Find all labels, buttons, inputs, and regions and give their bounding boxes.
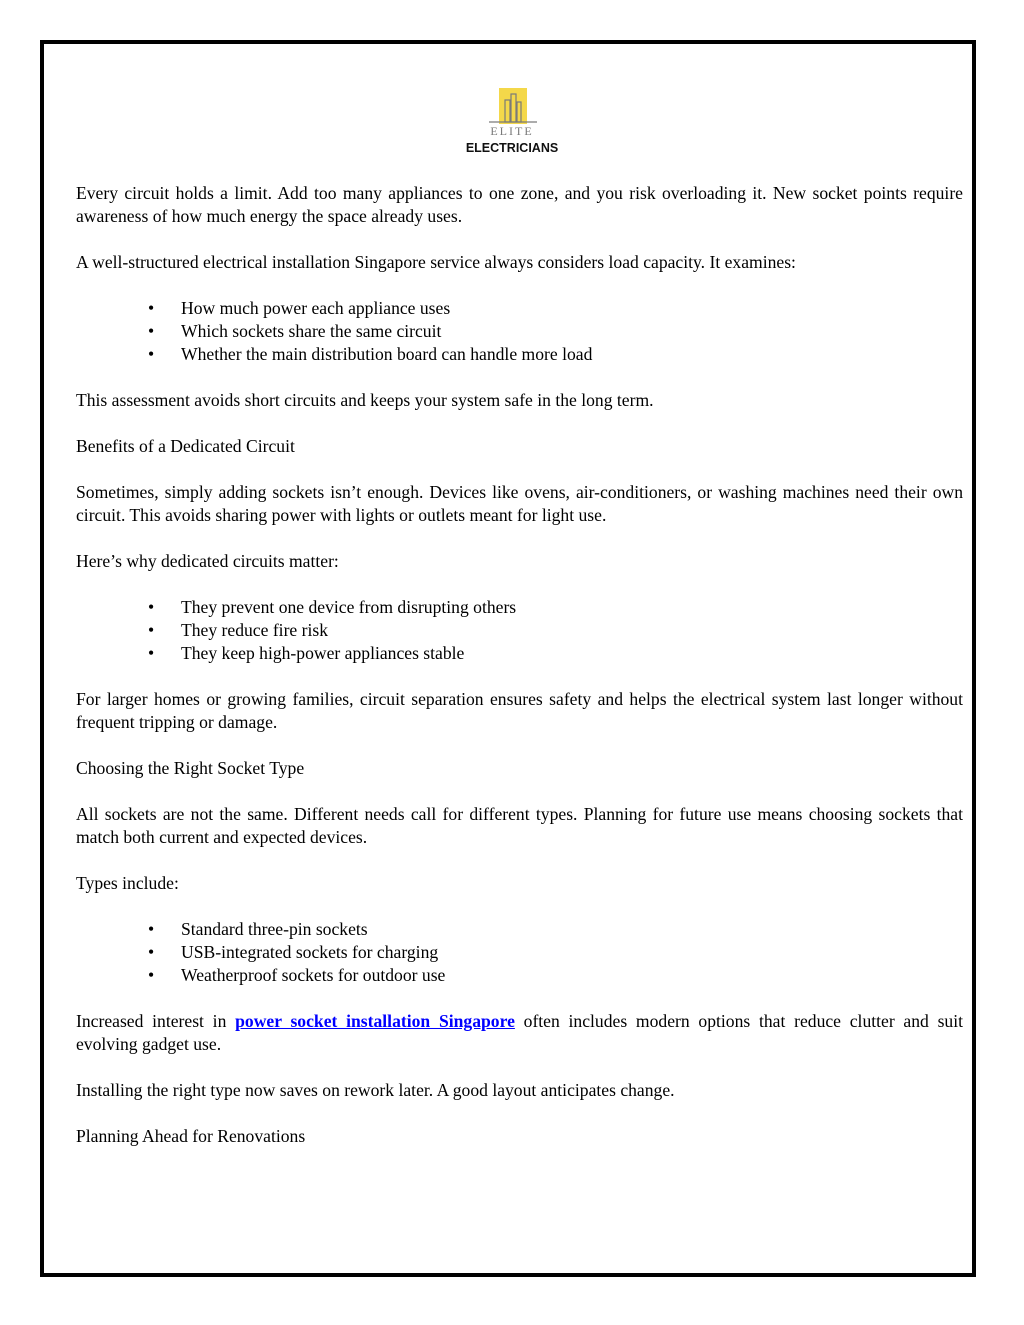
section-heading: Benefits of a Dedicated Circuit <box>76 436 295 456</box>
paragraph: Installing the right type now saves on rework later. A good layout anticipates change. <box>76 1080 675 1100</box>
paragraph: Every circuit holds a limit. Add too many appliances to one zone, and you risk overloading it. New socket points require awareness of how much energy the space already uses. <box>76 183 963 226</box>
list-item: • How much power each appliance uses <box>148 298 451 318</box>
paragraph: This assessment avoids short circuits and keeps your system safe in the long term. <box>76 390 654 410</box>
bullet-icon: • <box>148 965 155 985</box>
logo-graphic <box>459 86 563 158</box>
list-item: • They keep high-power appliances stable <box>148 643 465 663</box>
list-item: • Whether the main distribution board can handle more load <box>148 344 593 364</box>
bullet-icon: • <box>148 298 155 318</box>
bullet-icon: • <box>148 620 155 640</box>
bullet-icon: • <box>148 321 155 341</box>
logo-text-top: ELITE <box>490 124 534 138</box>
load-check-list <box>76 297 963 366</box>
document-body <box>76 182 963 1148</box>
list-item: • They reduce fire risk <box>148 620 329 640</box>
paragraph: Sometimes, simply adding sockets isn’t enough. Devices like ovens, air-conditioners, or washing machines need their own circuit. This avoids sharing power with lights or outlets meant for light use. <box>76 482 963 525</box>
paragraph: All sockets are not the same. Different needs call for different types. Planning for future use means choosing sockets that match both current and expected devices. <box>76 804 963 847</box>
list-item: • Which sockets share the same circuit <box>148 321 442 341</box>
power-socket-installation-link[interactable]: power socket installation Singapore <box>235 1011 515 1031</box>
list-item: • Weatherproof sockets for outdoor use <box>148 965 446 985</box>
paragraph: Here’s why dedicated circuits matter: <box>76 551 339 571</box>
bullet-icon: • <box>148 344 155 364</box>
paragraph: For larger homes or growing families, circuit separation ensures safety and helps the electrical system last longer without frequent tripping or damage. <box>76 689 963 732</box>
elite-electricians-logo <box>459 86 563 158</box>
list-item: • Standard three-pin sockets <box>148 919 368 939</box>
bullet-icon: • <box>148 597 155 617</box>
dedicated-circuit-list <box>76 596 963 665</box>
bullet-icon: • <box>148 919 155 939</box>
logo-text-bottom: ELECTRICIANS <box>465 141 559 155</box>
bullet-icon: • <box>148 942 155 962</box>
paragraph: Increased interest in power socket installation Singapore often includes modern options that reduce clutter and suit evolving gadget use. <box>76 1011 964 1054</box>
list-item: • They prevent one device from disrupting others <box>148 597 517 617</box>
socket-types-list <box>76 918 963 987</box>
bullet-icon: • <box>148 643 155 663</box>
paragraph: A well-structured electrical installation Singapore service always considers load capacity. It examines: <box>76 252 796 272</box>
section-heading: Planning Ahead for Renovations <box>76 1126 306 1146</box>
list-item: • USB-integrated sockets for charging <box>148 942 439 962</box>
section-heading: Choosing the Right Socket Type <box>76 758 305 778</box>
paragraph: Types include: <box>76 873 179 893</box>
